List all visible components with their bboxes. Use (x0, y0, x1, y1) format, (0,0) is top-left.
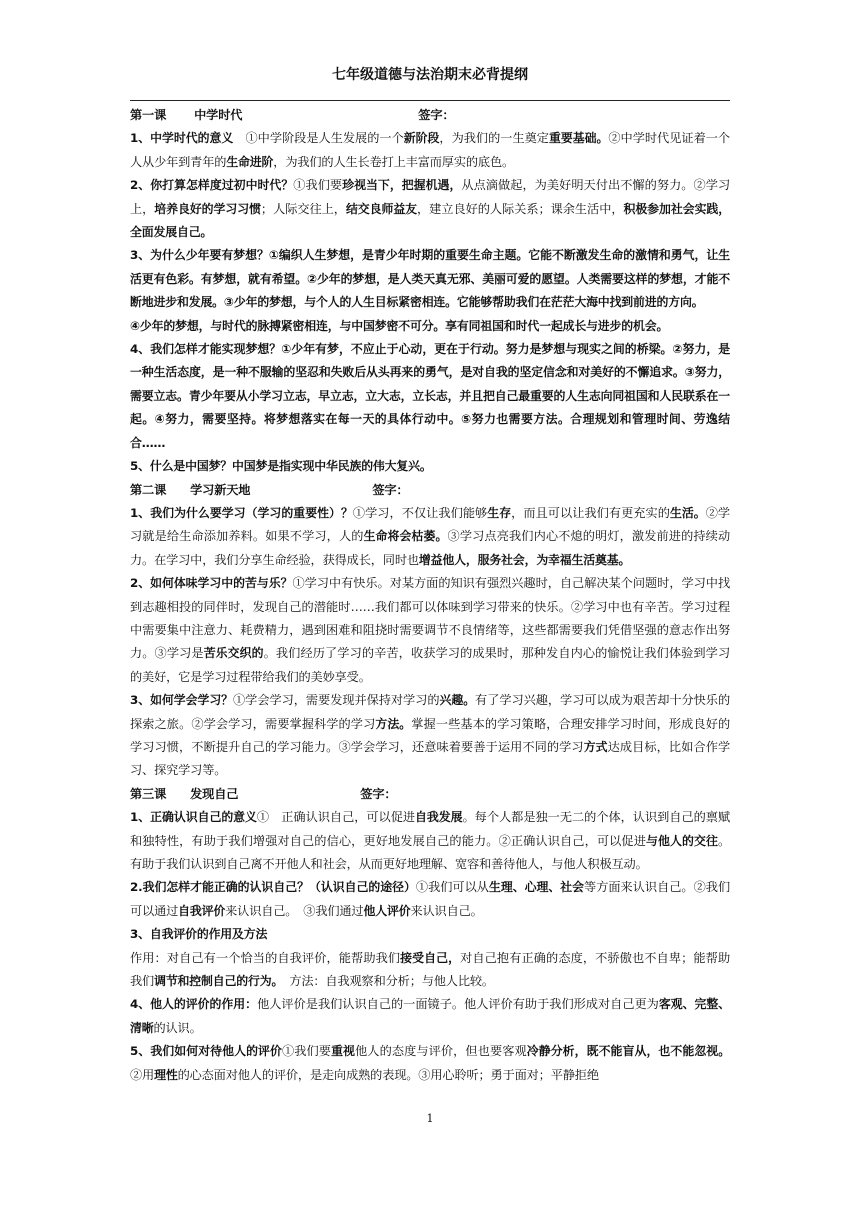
bold-text: 3、如何学会学习？ (130, 693, 234, 708)
bold-text: 调节和控制自己的行为。 (154, 974, 278, 989)
text-run: 他人评价是我们认识自己的一面镜子。他人评价有助于我们形成对自己更为 (257, 997, 659, 1012)
paragraph (130, 572, 730, 689)
text-run: 来认识自己。 ③我们通过 (225, 903, 364, 918)
text-run: ①我们可以从 (415, 880, 489, 895)
document-title: 七年级道德与法治期末必背提纲 (332, 67, 528, 83)
bold-text: 增益他人，服务社会，为幸福生活奠基。 (418, 552, 631, 567)
text-run: 他人的态度与评价，但也要客观 (355, 1044, 527, 1059)
bold-text: 培养良好的学习习惯 (154, 201, 261, 216)
bold-text: 苦乐交织的 (203, 646, 264, 661)
bold-text: 2、如何体味学习中的苦与乐？ (130, 576, 293, 591)
text-run: ③学习点亮我们内心不熄的明灯，激发前进的持续动力。在学习中，我们分享生命经验，获得成长，同时也 (130, 529, 730, 567)
paragraph (130, 689, 730, 783)
text-run: ；人际交往上， (260, 201, 346, 216)
bold-text: 重要基础。 (548, 131, 609, 146)
bold-text: 4、他人的评价的作用： (130, 997, 258, 1012)
paragraph (130, 1040, 730, 1087)
lesson-name: 第三课 (130, 786, 167, 801)
lesson-name: 第一课 (130, 108, 167, 122)
lesson-topic: 学习新天地 (190, 482, 251, 497)
bold-text: 接受自己， (400, 950, 461, 965)
paragraph (130, 174, 730, 244)
lesson-heading (130, 479, 730, 502)
text-run: ① 正确认识自己，可以促进 (256, 810, 416, 825)
text-run: 。每个人都是独一无二的个体，认识到自己的禀赋和独特性，有助于我们增强对自己的信心，更好地发展自己的能力。②正确认识自己，可以促进 (130, 810, 730, 848)
bold-text: 自我评价 (178, 903, 226, 918)
text-run: 来认识自己。 (410, 903, 483, 918)
bold-text: 3、自我评价的作用及方法 (130, 927, 268, 942)
paragraph (130, 244, 730, 314)
bold-text: 自我发展 (415, 810, 463, 825)
bold-text: 新阶段 (403, 131, 440, 146)
paragraph (130, 127, 730, 174)
bold-text: 3、为什么少年要有梦想？①编织人生梦想，是青少年时期的重要生命主题。它能不断激发生命的激情和勇气，让生活更有色彩。有梦想，就有希望。②少年的梦想，是人类天真无邪、美丽可爱的愿望。人类需要这样的梦想，才能不断地进步和发展。③少年的梦想，与个人的人生目标紧密相连。它能够帮助我们在茫茫大海中找到前进的方向。 (130, 248, 730, 310)
lesson-heading (130, 104, 730, 127)
text-run: 。我们经历了学习的辛苦，收获学习的成果时，那种发自内心的愉悦让我们体验到学习的美好，它是学习过程带给我们的美妙享受。 (130, 646, 730, 684)
lesson-topic: 中学时代 (194, 108, 243, 122)
lesson-sign: 签字： (372, 482, 409, 497)
bold-text: 生命进阶 (226, 154, 274, 169)
lesson-sign: 签字： (418, 108, 455, 122)
text-run: ，为我们的人生长卷打上丰富而厚实的底色。 (273, 154, 515, 169)
text-run: 的心态面对他人的评价，是走向成熟的表现。③用心聆听；勇于面对；平静拒绝 (177, 1067, 599, 1082)
paragraph (130, 876, 730, 923)
bold-text: 生存 (487, 505, 512, 520)
lesson-topic: 发现自己 (190, 786, 239, 801)
bold-text: 生理、心理、社会 (488, 880, 585, 895)
text-run: ①学会学习，需要发现并保持对学习的 (233, 693, 440, 708)
bold-text: 方法。 (375, 716, 412, 731)
bold-text: 与他人的交往 (646, 833, 718, 848)
text-run: ①学习，不仅让我们能够 (352, 505, 488, 520)
bold-text: ④少年的梦想，与时代的脉搏紧密相连，与中国梦密不可分。享有同祖国和时代一起成长与进步的机会。 (130, 318, 669, 333)
bold-text: 1、我们为什么要学习（学习的重要性）？ (130, 505, 353, 520)
bold-text: 重视 (331, 1044, 356, 1059)
bold-text: 1、正确认识自己的意义 (130, 810, 257, 825)
bold-text: 1、中学时代的意义 (130, 131, 234, 146)
text-run: ①中学阶段是人生发展的一个 (233, 131, 404, 146)
text-run: ，而且可以让我们有更充实的 (511, 505, 670, 520)
bold-text: 生活。 (669, 505, 706, 520)
paragraph (130, 502, 730, 572)
text-run: 的认识。 (153, 1020, 202, 1035)
text-run: 从点滴做起，为美好明天付出不懈的努力。②学习上， (130, 178, 730, 216)
page-number: 1 (426, 1112, 434, 1125)
text-run: 作用：对自己有一个恰当的自我评价，能帮助我们 (130, 950, 401, 965)
bold-text: 他人评价 (363, 903, 411, 918)
bold-text: 方式 (583, 739, 608, 754)
bold-text: 5、什么是中国梦？中国梦是指实现中华民族的伟大复兴。 (130, 459, 432, 474)
bold-text: 冷静分析，既不能盲从，也不能忽视。 (526, 1044, 731, 1059)
text-run: ，建立良好的人际关系；课余生活中， (417, 201, 624, 216)
bold-text: 2.我们怎样才能正确的认识自己？（认识自己的途径） (130, 880, 416, 895)
paragraph-list (130, 127, 730, 1087)
bold-text: 2、你打算怎样度过初中时代？ (130, 178, 294, 193)
paragraph (130, 947, 730, 994)
text-run: ①我们要 (293, 178, 343, 193)
lesson-sign: 签字： (360, 786, 397, 801)
title-divider (130, 100, 730, 101)
text-run: 有了学习兴趣，学习可以成为艰苦却十分快乐的探索之旅。②学会学习，需要掌握科学的学习 (130, 693, 730, 731)
text-run: 达成目标，比如合作学习、探究学习等。 (130, 739, 731, 778)
text-run: ②学习就是给生命添加养料。如果不学习，人的 (130, 505, 730, 544)
paragraph (130, 315, 730, 338)
bold-text: 5、我们如何对待他人的评价 (130, 1044, 282, 1059)
text-run: 。有助于我们认识到自己离不开他人和社会，从而更好地理解、宽容和善待他人，与他人积极互动。 (130, 833, 730, 871)
bold-text: 珍视当下，把握机遇， (342, 178, 462, 193)
paragraph (130, 923, 730, 946)
lesson-name: 第二课 (130, 482, 167, 497)
text-run: ①学习中有快乐。对某方面的知识有强烈兴趣时，自己解决某个问题时，学习中找到志趣相投的同伴时，发现自己的潜能时……我们都可以体味到学习带来的快乐。②学习中也有辛苦。学习过程中需要集中注意力、耗费精力，遇到困难和阻挠时需要调节不良情绪等，这些都需要我们凭借坚强的意志作出努力。③学习是 (130, 576, 730, 661)
text-run: 对自己抱有正确的态度，不骄傲也不自卑；能帮助我们 (130, 950, 730, 989)
bold-text: 积极参加社会实践，全面发展自己。 (130, 201, 731, 240)
text-run: 掌握一些基本的学习策略，合理安排学习时间，形成良好的学习习惯，不断提升自己的学习能力。③学会学习，还意味着要善于运用不同的学习 (130, 716, 731, 754)
paragraph (130, 455, 730, 478)
text-run: 方法：自我观察和分析；与他人比较。 (277, 974, 494, 989)
bold-text: 结交良师益友 (345, 201, 418, 216)
bold-text: 客观、完整、清晰 (130, 997, 730, 1035)
bold-text: 4、我们怎样才能实现梦想？①少年有梦，不应止于心动，更在于行动。努力是梦想与现实之间的桥梁。②努力，是一种生活态度，是一种不服输的坚忍和失败后从头再来的勇气，是对自我的坚定信念和对美好的不懈追求。③努力，需要立志。青少年要从小学习立志，早立志，立大志，立长志，并且把自己最重要的人生志向同祖国和人民联系在一起。④努力，需要坚持。将梦想落实在每一天的具体行动中。⑤努力也需要方法。合理规划和管理时间、劳逸结合…… (130, 342, 730, 450)
bold-text: 理性 (154, 1067, 178, 1082)
text-run: ②中学时代见证着一个人从少年到青年的 (130, 131, 730, 169)
bold-text: 生命将会枯萎。 (363, 529, 448, 544)
text-run: ②用 (130, 1067, 155, 1082)
text-run: ①我们要 (282, 1044, 332, 1059)
paragraph (130, 338, 730, 455)
lesson-heading (130, 783, 730, 806)
document-body (130, 104, 730, 1087)
text-run: ，为我们的一生奠定 (439, 131, 549, 146)
text-run: 等方面来认识自己。②我们可以通过 (130, 880, 731, 918)
bold-text: 兴趣。 (439, 693, 476, 708)
paragraph (130, 993, 730, 1040)
paragraph (130, 806, 730, 876)
